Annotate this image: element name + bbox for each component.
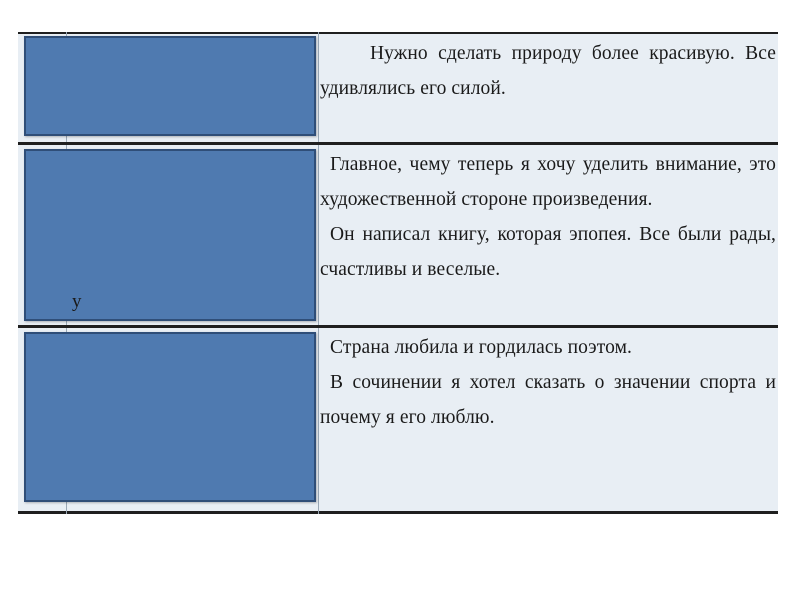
sentence-table	[18, 32, 778, 514]
sentence-text: Нужно сделать природу более красивую. Все удивлялись его силой.	[320, 43, 776, 99]
table-row	[18, 328, 778, 512]
table-row	[18, 32, 778, 142]
sentence-text: В сочинении я хотел сказать о значении спорта и почему я его люблю.	[320, 372, 776, 428]
sentence-cell	[320, 330, 776, 435]
table-row	[18, 145, 778, 325]
sentence-text: Страна любила и гордилась поэтом.	[330, 337, 632, 358]
answer-cover-box[interactable]	[24, 149, 316, 321]
sentence-cell	[320, 147, 776, 287]
sentence-text: Он написал книгу, которая эпопея. Все были рады, счастливы и веселые.	[320, 224, 776, 280]
answer-cover-box[interactable]	[24, 332, 316, 502]
sentence-cell	[320, 36, 776, 106]
partial-text: у	[72, 291, 82, 312]
answer-cover-box[interactable]	[24, 36, 316, 136]
sentence-text: Главное, чему теперь я хочу уделить внимание, это художественной стороне произведения.	[320, 154, 776, 210]
